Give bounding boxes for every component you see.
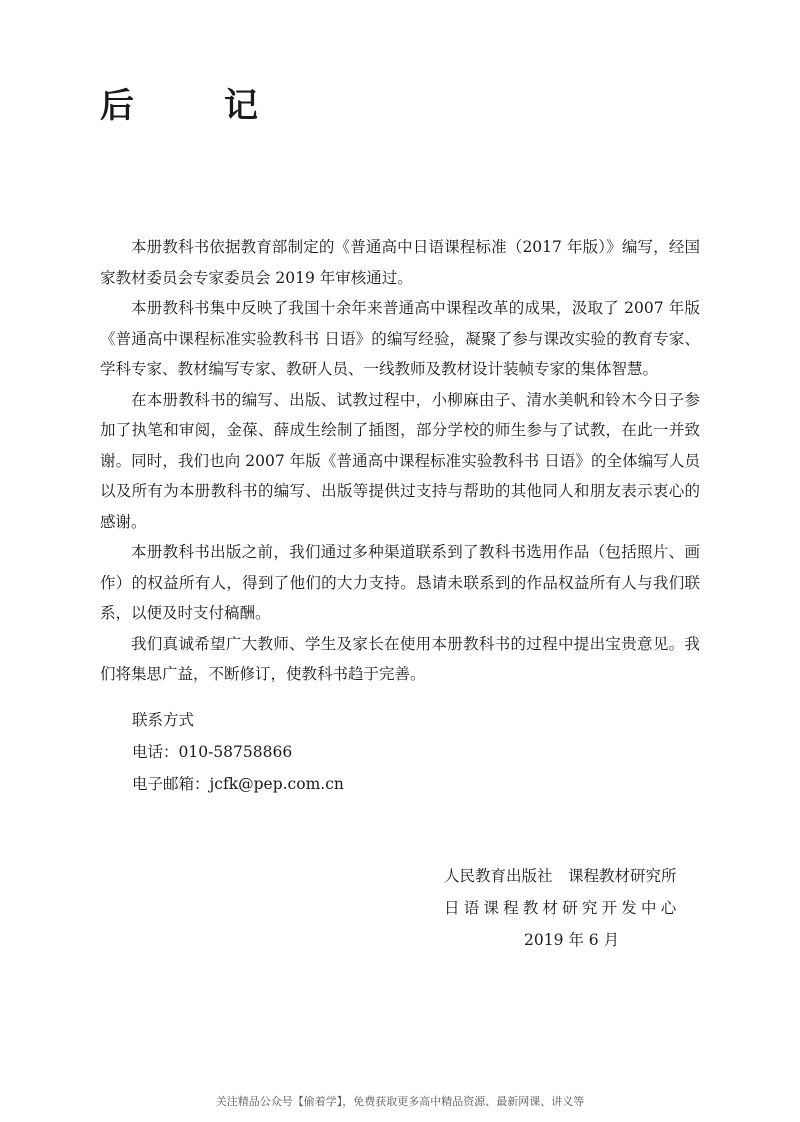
signature-publisher: 人民教育出版社 课程教材研究所 — [444, 867, 677, 885]
contact-block — [132, 704, 344, 800]
paragraph-achievements: 本册教科书集中反映了我国十余年来普通高中课程改革的成果，汲取了 2007 年版《普通高中课程标准实验教科书 日语》的编写经验，凝聚了参与课改实验的教育专家、学科专家、教材编写专家、教研人员、一线教师及教材设计装帧专家的集体智慧。 — [100, 299, 700, 378]
signature-date: 2019 年 6 月 — [524, 931, 620, 949]
contact-email: 电子邮箱：jcfk@pep.com.cn — [132, 775, 344, 793]
contact-heading: 联系方式 — [132, 711, 195, 729]
footer-note: 关注精品公众号【偷着学】，免费获取更多高中精品资源、最新网课、讲义等 — [215, 1095, 585, 1108]
paragraph-acknowledgements: 在本册教科书的编写、出版、试教过程中，小柳麻由子、清水美帆和铃木今日子参加了执笔和审阅，金葆、薛成生绘制了插图，部分学校的师生参与了试教，在此一并致谢。同时，我们也向 2007 年版《普通高中课程标准实验教科书 日语》的全体编写人员以及所有为本册教科书的编写、出版等提供过支持与帮助的其他同人和朋友表示衷心的感谢。 — [100, 390, 700, 531]
page-title: 后 记 — [100, 86, 286, 126]
paragraph-feedback: 我们真诚希望广大教师、学生及家长在使用本册教科书的过程中提出宝贵意见。我们将集思广益，不断修订，使教科书趋于完善。 — [100, 634, 700, 683]
contact-phone: 电话：010-58758866 — [132, 743, 293, 761]
paragraph-approval: 本册教科书依据教育部制定的《普通高中日语课程标准（2017 年版）》编写，经国家教材委员会专家委员会 2019 年审核通过。 — [100, 238, 700, 287]
signature-center: 日语课程教材研究开发中心 — [444, 899, 681, 917]
paragraph-copyright: 本册教科书出版之前，我们通过多种渠道联系到了教科书选用作品（包括照片、画作）的权益所有人，得到了他们的大力支持。恳请未联系到的作品权益所有人与我们联系，以便及时支付稿酬。 — [100, 543, 700, 622]
signature-block — [444, 860, 694, 956]
body-text — [100, 232, 700, 690]
